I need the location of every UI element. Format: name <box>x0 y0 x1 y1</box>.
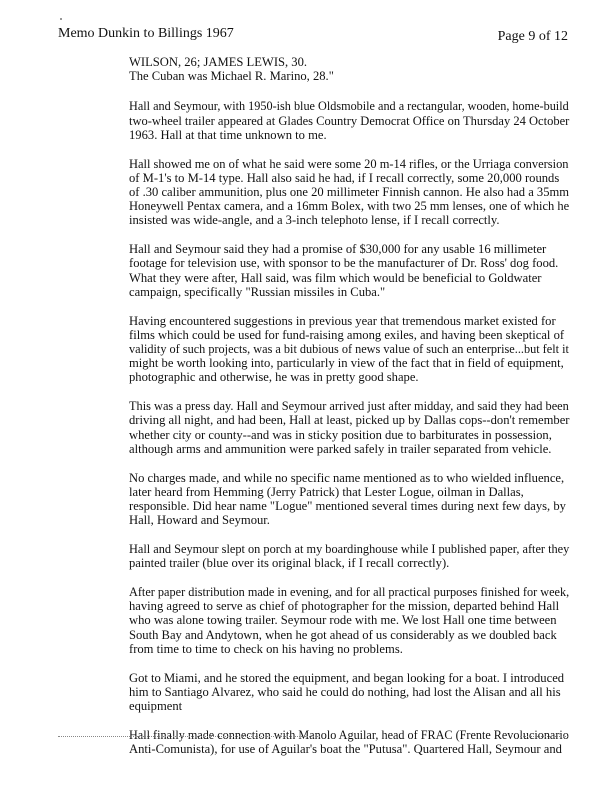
text-line: having agreed to serve as chief of photographer for the mission, departed behind Hall <box>129 599 560 614</box>
text-line: Honeywell Pentax camera, and a 16mm Bolex, with two 25 mm lenses, one of which he <box>129 199 570 214</box>
text-line: him to Santiago Alvarez, who said he could do nothing, had lost the Alisan and all his <box>129 684 561 699</box>
text-line: Hall and Seymour slept on porch at my boardinghouse while I published paper, after they <box>129 542 570 557</box>
memo-paragraph <box>129 242 569 299</box>
text-line: Hall showed me on of what he said were some 20 m-14 rifles, or the Urriaga conversion <box>129 156 569 171</box>
page-number: Page 9 of 12 <box>497 29 568 44</box>
text-line: equipment <box>129 699 183 714</box>
text-line: Hall finally made connection with Manolo Aguilar, head of FRAC (Frente Revolucionario <box>129 727 569 742</box>
text-line: who was alone towing trailer. Seymour rode with me. We lost Hall one time between <box>129 613 557 628</box>
memo-body <box>129 55 569 771</box>
memo-paragraph <box>129 471 569 528</box>
text-line: No charges made, and while no specific name mentioned as to who wielded influence, <box>129 470 565 485</box>
text-line: What they were after, Hall said, was film which would be beneficial to Goldwater <box>129 270 542 285</box>
memo-paragraph <box>129 157 569 228</box>
text-line: whether city or county--and was in sticky position due to barbiturates in possession, <box>129 427 552 442</box>
text-line: films which could be used for fund-raising among exiles, and having been skeptical of <box>129 327 565 342</box>
memo-title: Memo Dunkin to Billings 1967 <box>58 26 234 41</box>
text-line: insisted was wide-angle, and a 3-inch telephoto lense, if I recall correctly. <box>129 213 500 228</box>
text-line: WILSON, 26; JAMES LEWIS, 30. <box>129 55 308 69</box>
text-line: 1963. Hall at that time unknown to me. <box>129 127 327 142</box>
text-line: of M-1's to M-14 type. Hall also said he had, if I recall correctly, some 20,000 rounds <box>129 170 560 185</box>
text-line: After paper distribution made in evening, and for all practical purposes finished for week, <box>129 585 570 600</box>
text-line: of .30 caliber ammunition, plus one 20 millimeter Finnish cannon. He also had a 35mm <box>129 185 570 200</box>
memo-paragraph <box>129 99 569 142</box>
text-line: validity of such projects, was a bit dubious of news value of such an enterprise...but felt it <box>129 342 569 357</box>
text-line: footage for television use, with sponsor to be the manufacturer of Dr. Ross' dog food. <box>129 256 559 271</box>
memo-paragraph <box>129 399 569 456</box>
memo-paragraph <box>129 728 569 756</box>
text-line: Hall and Seymour said they had a promise of $30,000 for any usable 16 millimeter <box>129 242 547 257</box>
text-line: driving all night, and had been, Hall at least, picked up by Dallas cops--don't remember <box>129 413 570 428</box>
continued-paragraph <box>129 55 569 83</box>
text-line: campaign, specifically "Russian missiles in Cuba." <box>129 284 386 299</box>
text-line: South Bay and Andytown, when he got ahead of us considerably as we doubled back <box>129 627 557 642</box>
text-line: photographic and otherwise, he was in pretty good shape. <box>129 370 419 385</box>
text-line: two-wheel trailer appeared at Glades Country Democrat Office on Thursday 24 October <box>129 113 570 128</box>
memo-paragraph <box>129 314 569 385</box>
memo-paragraph <box>129 671 569 714</box>
text-line: Anti-Comunista), for use of Aguilar's boat the "Putusa". Quartered Hall, Seymour and <box>129 742 562 757</box>
text-line: from time to time to check on his having no problems. <box>129 641 403 656</box>
text-line: This was a press day. Hall and Seymour arrived just after midday, and said they had been <box>129 399 569 414</box>
scan-speck <box>60 18 62 20</box>
text-line: Hall, Howard and Seymour. <box>129 513 270 528</box>
text-line: The Cuban was Michael R. Marino, 28." <box>129 69 334 84</box>
text-line: Hall and Seymour, with 1950-ish blue Oldsmobile and a rectangular, wooden, home-build <box>129 99 569 114</box>
text-line: responsible. Did hear name "Logue" mentioned several times during next few days, by <box>129 499 566 514</box>
footer-rule-left <box>58 736 320 737</box>
text-line: Having encountered suggestions in previous year that tremendous market existed for <box>129 313 556 328</box>
text-line: later heard from Hemming (Jerry Patrick) that Lester Logue, oilman in Dallas, <box>129 484 524 499</box>
footer-rule-right <box>520 736 568 737</box>
text-line: might be worth looking into, particularly in view of the fact that in field of equipment, <box>129 356 564 371</box>
text-line: although arms and ammunition were parked safely in trailer separated from vehicle. <box>129 441 552 456</box>
memo-paragraph <box>129 585 569 656</box>
text-line: Got to Miami, and he stored the equipment, and began looking for a boat. I introduced <box>129 670 565 685</box>
memo-paragraph <box>129 542 569 570</box>
text-line: painted trailer (blue over its original black, if I recall correctly). <box>129 556 450 571</box>
